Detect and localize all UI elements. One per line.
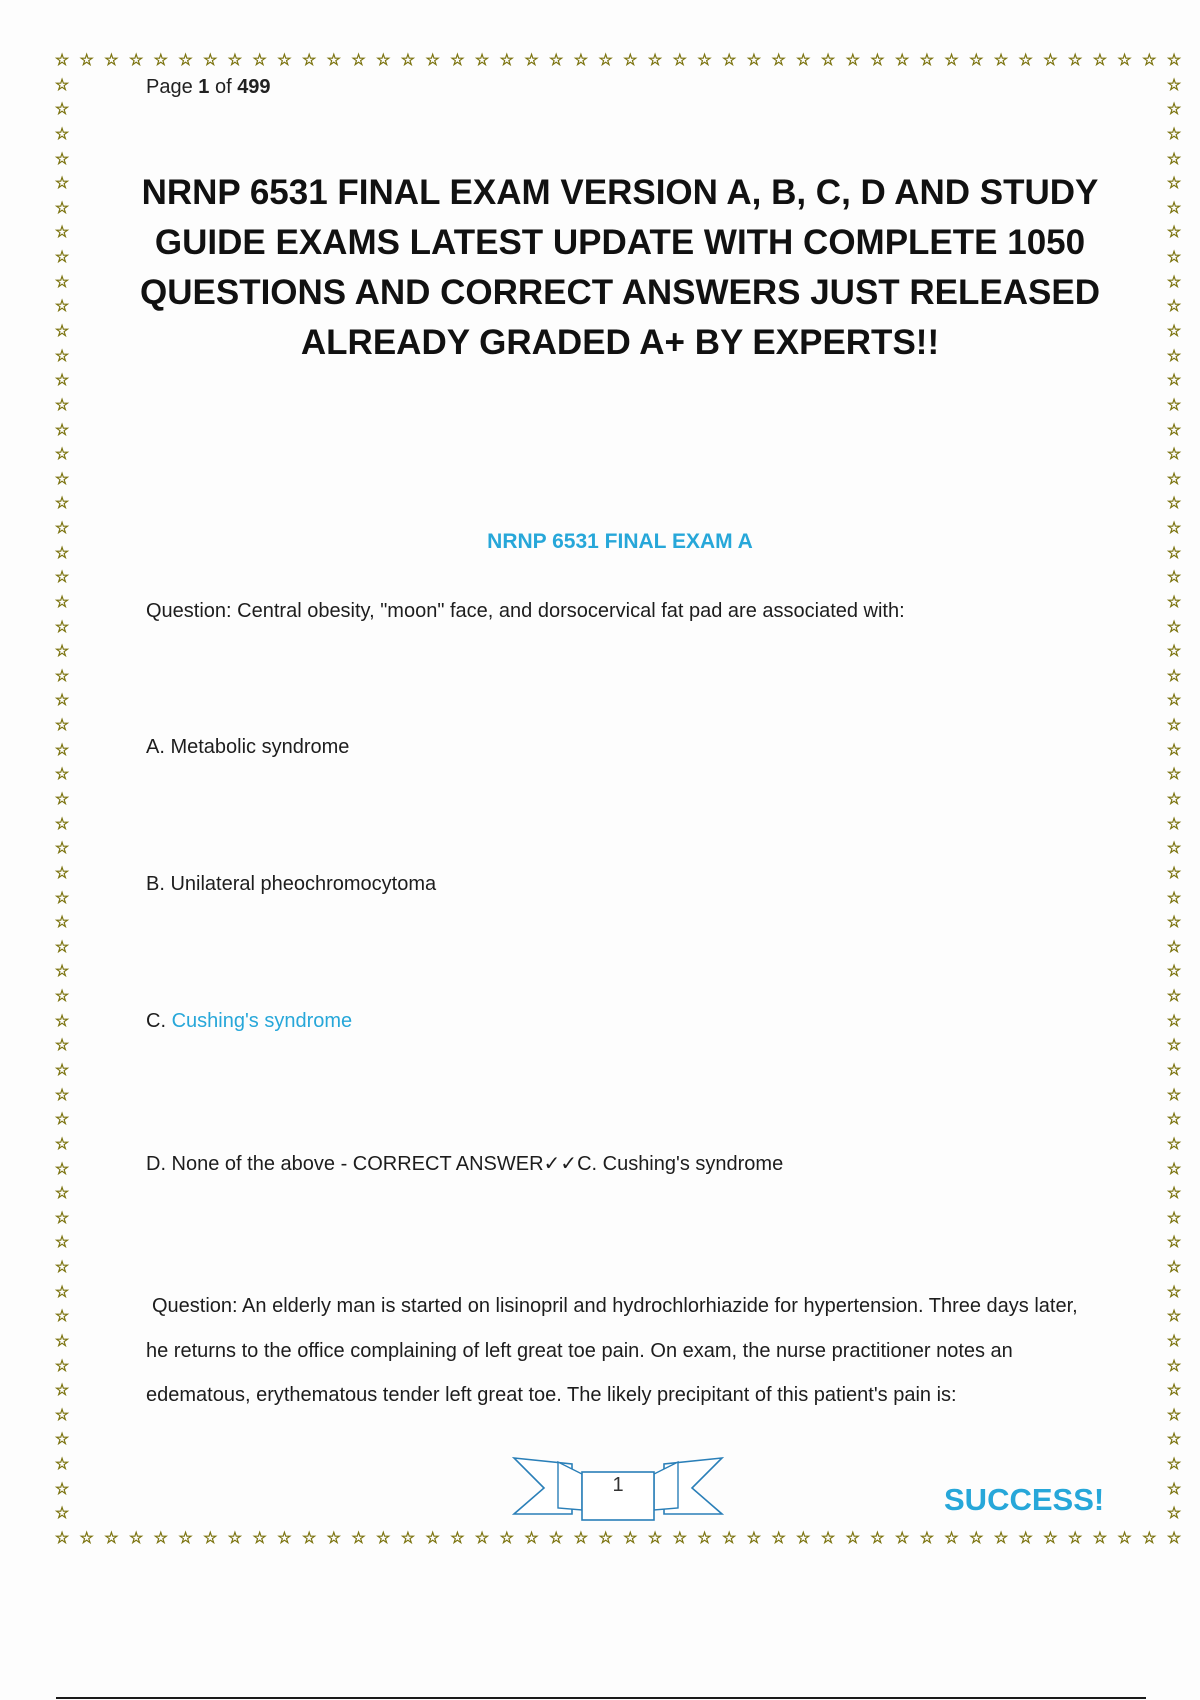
star-icon: ☆ [895, 1528, 910, 1547]
star-icon: ☆ [54, 887, 70, 907]
star-icon: ☆ [54, 74, 70, 94]
star-icon: ☆ [1166, 222, 1182, 242]
star-icon: ☆ [277, 1528, 292, 1547]
star-icon: ☆ [1166, 936, 1182, 956]
star-icon: ☆ [1092, 50, 1108, 69]
star-icon: ☆ [153, 50, 169, 69]
star-icon: ☆ [1166, 123, 1182, 143]
star-icon: ☆ [919, 50, 935, 69]
star-icon: ☆ [1166, 1084, 1182, 1104]
star-icon: ☆ [54, 1404, 70, 1424]
star-icon: ☆ [1166, 690, 1182, 710]
star-icon: ☆ [277, 50, 292, 69]
star-icon: ☆ [993, 1528, 1009, 1547]
star-icon: ☆ [54, 641, 70, 661]
star-icon: ☆ [1166, 1478, 1182, 1498]
star-icon: ☆ [54, 50, 70, 69]
star-icon: ☆ [153, 1528, 169, 1547]
highlighted-answer: Cushing's syndrome [171, 1010, 353, 1032]
star-icon: ☆ [203, 50, 218, 69]
star-icon: ☆ [54, 444, 70, 464]
star-icon: ☆ [1166, 493, 1182, 513]
star-icon: ☆ [54, 173, 70, 193]
star-icon: ☆ [1166, 419, 1182, 439]
star-icon: ☆ [425, 1528, 440, 1547]
star-icon: ☆ [870, 1528, 885, 1547]
star-icon: ☆ [1166, 912, 1182, 932]
star-icon: ☆ [326, 50, 341, 69]
star-icon: ☆ [54, 616, 70, 636]
star-icon: ☆ [54, 986, 70, 1006]
star-icon: ☆ [969, 1528, 984, 1547]
star-icon: ☆ [400, 50, 416, 69]
star-icon: ☆ [1166, 1454, 1182, 1474]
star-icon: ☆ [54, 1257, 70, 1277]
star-icon: ☆ [450, 1528, 465, 1547]
star-icon: ☆ [1117, 1528, 1132, 1547]
star-icon: ☆ [796, 50, 811, 69]
star-icon: ☆ [54, 394, 70, 414]
question-1-option-d: D. None of the above - CORRECT ANSWER✓✓C. Cushing's syndrome [146, 1153, 784, 1175]
star-icon: ☆ [1166, 838, 1182, 858]
star-icon: ☆ [549, 50, 564, 69]
star-icon: ☆ [54, 493, 70, 513]
star-icon: ☆ [54, 1429, 70, 1449]
star-icon: ☆ [697, 1528, 712, 1547]
star-icon: ☆ [919, 1528, 935, 1547]
star-icon: ☆ [54, 1158, 70, 1178]
question-2-text: Question: An elderly man is started on lisinopril and hydrochlorhiazide for hypertension. Three days later, he returns to the office complaining of left great toe pain. On exam, the nurse practitioner notes an edematous, erythematous tender left great toe. The likely precipitant of this patient's pain is: [146, 1295, 1078, 1406]
star-icon: ☆ [549, 1528, 564, 1547]
star-icon: ☆ [54, 542, 70, 562]
star-icon: ☆ [1166, 567, 1182, 587]
star-icon: ☆ [1166, 1257, 1182, 1277]
star-icon: ☆ [598, 50, 613, 69]
star-icon: ☆ [54, 99, 70, 119]
star-icon: ☆ [54, 1503, 70, 1523]
star-icon: ☆ [746, 1528, 762, 1547]
star-icon: ☆ [252, 1528, 267, 1547]
star-icon: ☆ [1166, 320, 1182, 340]
star-icon: ☆ [227, 50, 243, 69]
star-icon: ☆ [54, 764, 70, 784]
star-icon: ☆ [1166, 986, 1182, 1006]
star-icon: ☆ [1166, 99, 1182, 119]
question-1-option-b: B. Unilateral pheochromocytoma [146, 873, 437, 895]
star-icon: ☆ [1166, 739, 1182, 759]
star-icon: ☆ [1166, 1035, 1182, 1055]
star-icon: ☆ [1166, 74, 1182, 94]
star-icon: ☆ [400, 1528, 416, 1547]
star-icon: ☆ [1166, 665, 1182, 685]
star-icon: ☆ [54, 468, 70, 488]
star-icon: ☆ [54, 197, 70, 217]
star-icon: ☆ [820, 50, 836, 69]
star-icon: ☆ [1166, 296, 1182, 316]
star-icon: ☆ [54, 1306, 70, 1326]
star-icon: ☆ [1166, 715, 1182, 735]
star-icon: ☆ [1166, 862, 1182, 882]
document-title: NRNP 6531 FINAL EXAM VERSION A, B, C, D AND STUDY GUIDE EXAMS LATEST UPDATE WITH COMPLETE 1050 QUESTIONS AND CORRECT ANSWERS JUST RELEASED ALREADY GRADED A+ BY EXPERTS!! [140, 173, 1100, 362]
star-icon: ☆ [722, 1528, 737, 1547]
star-icon: ☆ [1166, 271, 1182, 291]
star-icon: ☆ [1166, 764, 1182, 784]
star-icon: ☆ [54, 862, 70, 882]
star-icon: ☆ [54, 1232, 70, 1252]
star-icon: ☆ [376, 50, 391, 69]
star-icon: ☆ [1166, 1133, 1182, 1153]
star-icon: ☆ [1166, 370, 1182, 390]
star-icon: ☆ [1166, 468, 1182, 488]
star-icon: ☆ [1166, 1404, 1182, 1424]
star-icon: ☆ [895, 50, 910, 69]
star-icon: ☆ [54, 1478, 70, 1498]
star-icon: ☆ [1043, 50, 1058, 69]
star-icon: ☆ [796, 1528, 811, 1547]
star-icon: ☆ [1166, 1059, 1182, 1079]
star-icon: ☆ [351, 1528, 366, 1547]
star-icon: ☆ [1166, 641, 1182, 661]
star-icon: ☆ [1166, 1207, 1182, 1227]
star-icon: ☆ [1117, 50, 1132, 69]
bottom-rule [56, 1697, 1146, 1699]
star-icon: ☆ [54, 665, 70, 685]
star-icon: ☆ [351, 50, 366, 69]
star-icon: ☆ [227, 1528, 243, 1547]
star-icon: ☆ [623, 50, 638, 69]
star-icon: ☆ [54, 370, 70, 390]
star-icon: ☆ [54, 296, 70, 316]
question-1-text: Question: Central obesity, "moon" face, and dorsocervical fat pad are associated with: [146, 600, 905, 622]
star-icon: ☆ [1166, 1429, 1182, 1449]
star-icon: ☆ [1166, 1503, 1182, 1523]
star-icon: ☆ [1067, 50, 1083, 69]
star-icon: ☆ [54, 1084, 70, 1104]
star-icon: ☆ [178, 50, 193, 69]
star-icon: ☆ [54, 1355, 70, 1375]
star-icon: ☆ [54, 1207, 70, 1227]
footer-page-number: 1 [612, 1474, 624, 1496]
star-icon: ☆ [79, 1528, 94, 1547]
section-heading: NRNP 6531 FINAL EXAM A [487, 530, 753, 553]
star-icon: ☆ [870, 50, 885, 69]
star-icon: ☆ [1166, 345, 1182, 365]
star-icon: ☆ [1166, 518, 1182, 538]
star-icon: ☆ [104, 50, 119, 69]
star-icon: ☆ [1018, 50, 1033, 69]
star-icon: ☆ [1166, 1355, 1182, 1375]
star-icon: ☆ [1166, 394, 1182, 414]
star-icon: ☆ [54, 591, 70, 611]
star-icon: ☆ [54, 838, 70, 858]
star-icon: ☆ [1166, 1183, 1182, 1203]
star-icon: ☆ [474, 50, 490, 69]
star-icon: ☆ [54, 813, 70, 833]
star-icon: ☆ [1166, 616, 1182, 636]
star-icon: ☆ [573, 1528, 589, 1547]
star-icon: ☆ [1166, 173, 1182, 193]
star-icon: ☆ [944, 1528, 959, 1547]
star-icon: ☆ [376, 1528, 391, 1547]
star-icon: ☆ [54, 1454, 70, 1474]
star-icon: ☆ [54, 345, 70, 365]
star-icon: ☆ [524, 50, 539, 69]
star-icon: ☆ [54, 1380, 70, 1400]
success-label: SUCCESS! [944, 1482, 1105, 1517]
star-icon: ☆ [1166, 1158, 1182, 1178]
star-icon: ☆ [54, 123, 70, 143]
star-icon: ☆ [1166, 247, 1182, 267]
star-icon: ☆ [425, 50, 440, 69]
star-icon: ☆ [54, 1281, 70, 1301]
star-icon: ☆ [79, 50, 94, 69]
star-icon: ☆ [54, 1035, 70, 1055]
question-1-option-c: C. Cushing's syndrome [146, 1010, 353, 1032]
star-icon: ☆ [128, 50, 144, 69]
star-icon: ☆ [54, 271, 70, 291]
star-icon: ☆ [1166, 1330, 1182, 1350]
star-icon: ☆ [301, 50, 317, 69]
star-icon: ☆ [969, 50, 984, 69]
star-icon: ☆ [845, 50, 860, 69]
star-icon: ☆ [1166, 197, 1182, 217]
star-icon: ☆ [54, 1109, 70, 1129]
star-icon: ☆ [1166, 1380, 1182, 1400]
star-icon: ☆ [54, 518, 70, 538]
star-icon: ☆ [54, 739, 70, 759]
star-icon: ☆ [252, 50, 267, 69]
star-icon: ☆ [1166, 789, 1182, 808]
star-icon: ☆ [1018, 1528, 1033, 1547]
star-icon: ☆ [203, 1528, 218, 1547]
star-icon: ☆ [128, 1528, 144, 1547]
star-icon: ☆ [54, 247, 70, 267]
star-icon: ☆ [104, 1528, 119, 1547]
star-icon: ☆ [820, 1528, 836, 1547]
star-icon: ☆ [1166, 1306, 1182, 1326]
star-icon: ☆ [598, 1528, 613, 1547]
star-icon: ☆ [1142, 50, 1157, 69]
star-icon: ☆ [1166, 887, 1182, 907]
star-icon: ☆ [1166, 1528, 1182, 1547]
star-icon: ☆ [54, 222, 70, 242]
star-icon: ☆ [746, 50, 762, 69]
star-icon: ☆ [1166, 961, 1182, 981]
total-pages: 499 [237, 76, 271, 98]
star-icon: ☆ [499, 1528, 514, 1547]
star-icon: ☆ [54, 912, 70, 932]
star-icon: ☆ [771, 1528, 786, 1547]
current-page: 1 [198, 76, 210, 98]
star-icon: ☆ [697, 50, 712, 69]
star-icon: ☆ [54, 1183, 70, 1203]
star-icon: ☆ [1166, 1010, 1182, 1030]
star-icon: ☆ [1092, 1528, 1108, 1547]
star-icon: ☆ [1166, 444, 1182, 464]
star-icon: ☆ [54, 1133, 70, 1153]
star-icon: ☆ [672, 50, 687, 69]
question-1-option-a: A. Metabolic syndrome [146, 736, 350, 758]
star-icon: ☆ [474, 1528, 490, 1547]
star-icon: ☆ [54, 1330, 70, 1350]
star-icon: ☆ [178, 1528, 193, 1547]
star-icon: ☆ [1166, 591, 1182, 611]
star-icon: ☆ [623, 1528, 638, 1547]
star-icon: ☆ [1166, 1281, 1182, 1301]
star-icon: ☆ [326, 1528, 341, 1547]
star-icon: ☆ [1166, 542, 1182, 562]
star-icon: ☆ [54, 936, 70, 956]
star-icon: ☆ [1166, 813, 1182, 833]
page-indicator: Page 1 of 499 [146, 76, 271, 98]
star-icon: ☆ [54, 690, 70, 710]
star-icon: ☆ [993, 50, 1009, 69]
star-icon: ☆ [54, 419, 70, 439]
star-icon: ☆ [1166, 50, 1182, 69]
star-icon: ☆ [771, 50, 786, 69]
star-icon: ☆ [845, 1528, 860, 1547]
star-icon: ☆ [1166, 1232, 1182, 1252]
star-icon: ☆ [1043, 1528, 1058, 1547]
star-icon: ☆ [450, 50, 465, 69]
star-icon: ☆ [1166, 148, 1182, 168]
star-icon: ☆ [54, 715, 70, 735]
star-icon: ☆ [573, 50, 589, 69]
star-icon: ☆ [54, 320, 70, 340]
star-icon: ☆ [499, 50, 514, 69]
star-icon: ☆ [722, 50, 737, 69]
star-icon: ☆ [54, 789, 70, 808]
star-icon: ☆ [1067, 1528, 1083, 1547]
star-icon: ☆ [301, 1528, 317, 1547]
star-icon: ☆ [54, 1059, 70, 1079]
star-icon: ☆ [944, 50, 959, 69]
star-icon: ☆ [54, 1010, 70, 1030]
star-icon: ☆ [54, 1528, 70, 1547]
star-icon: ☆ [647, 1528, 663, 1547]
star-icon: ☆ [647, 50, 663, 69]
star-icon: ☆ [1166, 1109, 1182, 1129]
star-icon: ☆ [1142, 1528, 1157, 1547]
star-icon: ☆ [54, 961, 70, 981]
star-icon: ☆ [672, 1528, 687, 1547]
star-icon: ☆ [54, 148, 70, 168]
star-icon: ☆ [524, 1528, 539, 1547]
star-icon: ☆ [54, 567, 70, 587]
